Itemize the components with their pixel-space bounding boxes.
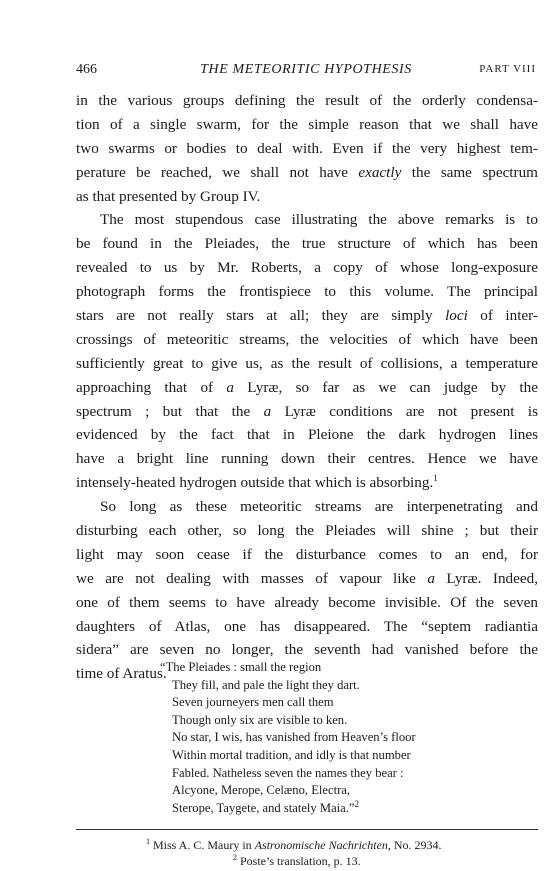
text-line: spectrum ; but that the a Lyræ conditions are not present is bbox=[76, 402, 539, 420]
poem-line: Fabled. Natheless seven the names they bear : bbox=[172, 765, 404, 780]
footnotes bbox=[0, 837, 548, 869]
text-line: two swarms or bodies to deal with. Even if the very highest tem- bbox=[76, 139, 538, 157]
footnote-2: $^2$ Poste’s translation, p. 13. bbox=[233, 853, 361, 868]
poem-quotation bbox=[160, 659, 416, 817]
part-label: PART VIII bbox=[479, 63, 536, 75]
poem-line: Seven journeyers men call them bbox=[172, 695, 334, 710]
poem-line: Within mortal tradition, and idly is that number bbox=[172, 747, 411, 762]
text-line: crossings of meteoritic streams, the velocities of which have been bbox=[76, 330, 538, 348]
footnote-1: $^1$ Miss A. C. Maury in Astronomische Nachrichten, No. 2934. bbox=[146, 837, 442, 852]
poem-line: “The Pleiades : small the region bbox=[160, 660, 322, 674]
poem-line: Sterope, Taygete, and stately Maia.”$^2$ bbox=[172, 798, 359, 815]
text-line: sidera” are seven no longer, the seventh had vanished before the bbox=[76, 641, 538, 659]
greek-alpha: a bbox=[226, 378, 234, 396]
text-line: So long as these meteoritic streams are interpenetrating and bbox=[100, 498, 538, 516]
text-line: one of them seems to have already become invisible. Of the seven bbox=[76, 593, 538, 611]
text-line: sufficiently great to give us, as the result of collisions, a temperature bbox=[76, 354, 538, 372]
journal-title: Astronomische Nachrichten bbox=[254, 838, 388, 852]
text-line: perature be reached, we shall not have exactly the same spectrum bbox=[76, 163, 538, 181]
poem-line: Though only six are visible to ken. bbox=[172, 712, 348, 727]
text-line: evidenced by the fact that in Pleione the dark hydrogen lines bbox=[76, 426, 538, 444]
text-line: light may soon cease if the disturbance comes to an end, for bbox=[76, 545, 538, 563]
footnote-ref: 1 bbox=[433, 473, 438, 484]
text-line: time of Aratus. bbox=[76, 665, 167, 683]
text-line: revealed to us by Mr. Roberts, a copy of whose long-exposure bbox=[76, 259, 538, 277]
text-line: we are not dealing with masses of vapour like a Lyræ. Indeed, bbox=[76, 569, 539, 587]
greek-alpha: a bbox=[427, 569, 435, 587]
text-line: in the various groups defining the result of the orderly condensa- bbox=[76, 92, 538, 109]
emphasis: loci bbox=[445, 307, 468, 325]
poem-line: They fill, and pale the light they dart. bbox=[172, 677, 360, 692]
running-title: THE METEORITIC HYPOTHESIS bbox=[200, 62, 412, 77]
text-line: tion of a single swarm, for the simple reason that we shall have bbox=[76, 115, 538, 133]
greek-alpha: a bbox=[263, 402, 272, 420]
text-line: daughters of Atlas, one has disappeared. The “septem radiantia bbox=[76, 617, 538, 635]
footnote-ref: 2 bbox=[354, 798, 359, 809]
footnote-divider bbox=[76, 829, 538, 830]
text-line: intensely-heated hydrogen outside that which is absorbing.$^1$ bbox=[76, 473, 438, 492]
text-line: photograph forms the frontispiece to this volume. The principal bbox=[76, 283, 538, 301]
text-line: approaching that of a Lyræ, so far as we can judge by the bbox=[76, 378, 538, 396]
running-head bbox=[76, 62, 536, 82]
poem-line: No star, I wis, has vanished from Heaven’s floor bbox=[172, 730, 416, 745]
text-line: as that presented by Group IV. bbox=[76, 187, 261, 205]
body-text bbox=[76, 89, 538, 686]
text-line: be found in the Pleiades, the true structure of which has been bbox=[76, 235, 538, 253]
text-line: have a bright line running down their centres. Hence we have bbox=[76, 450, 538, 468]
emphasis: exactly bbox=[358, 163, 402, 181]
text-line: stars are not really stars at all; they are simply loci of inter- bbox=[76, 307, 538, 325]
text-line: disturbing each other, so long the Pleiades will shine ; but their bbox=[76, 522, 538, 540]
text-line: The most stupendous case illustrating the above remarks is to bbox=[100, 211, 538, 229]
page-number: 466 bbox=[76, 62, 97, 77]
footnote-mark: 2 bbox=[233, 853, 237, 862]
footnote-mark: 1 bbox=[146, 837, 150, 846]
poem-line: Alcyone, Merope, Celæno, Electra, bbox=[172, 783, 351, 798]
